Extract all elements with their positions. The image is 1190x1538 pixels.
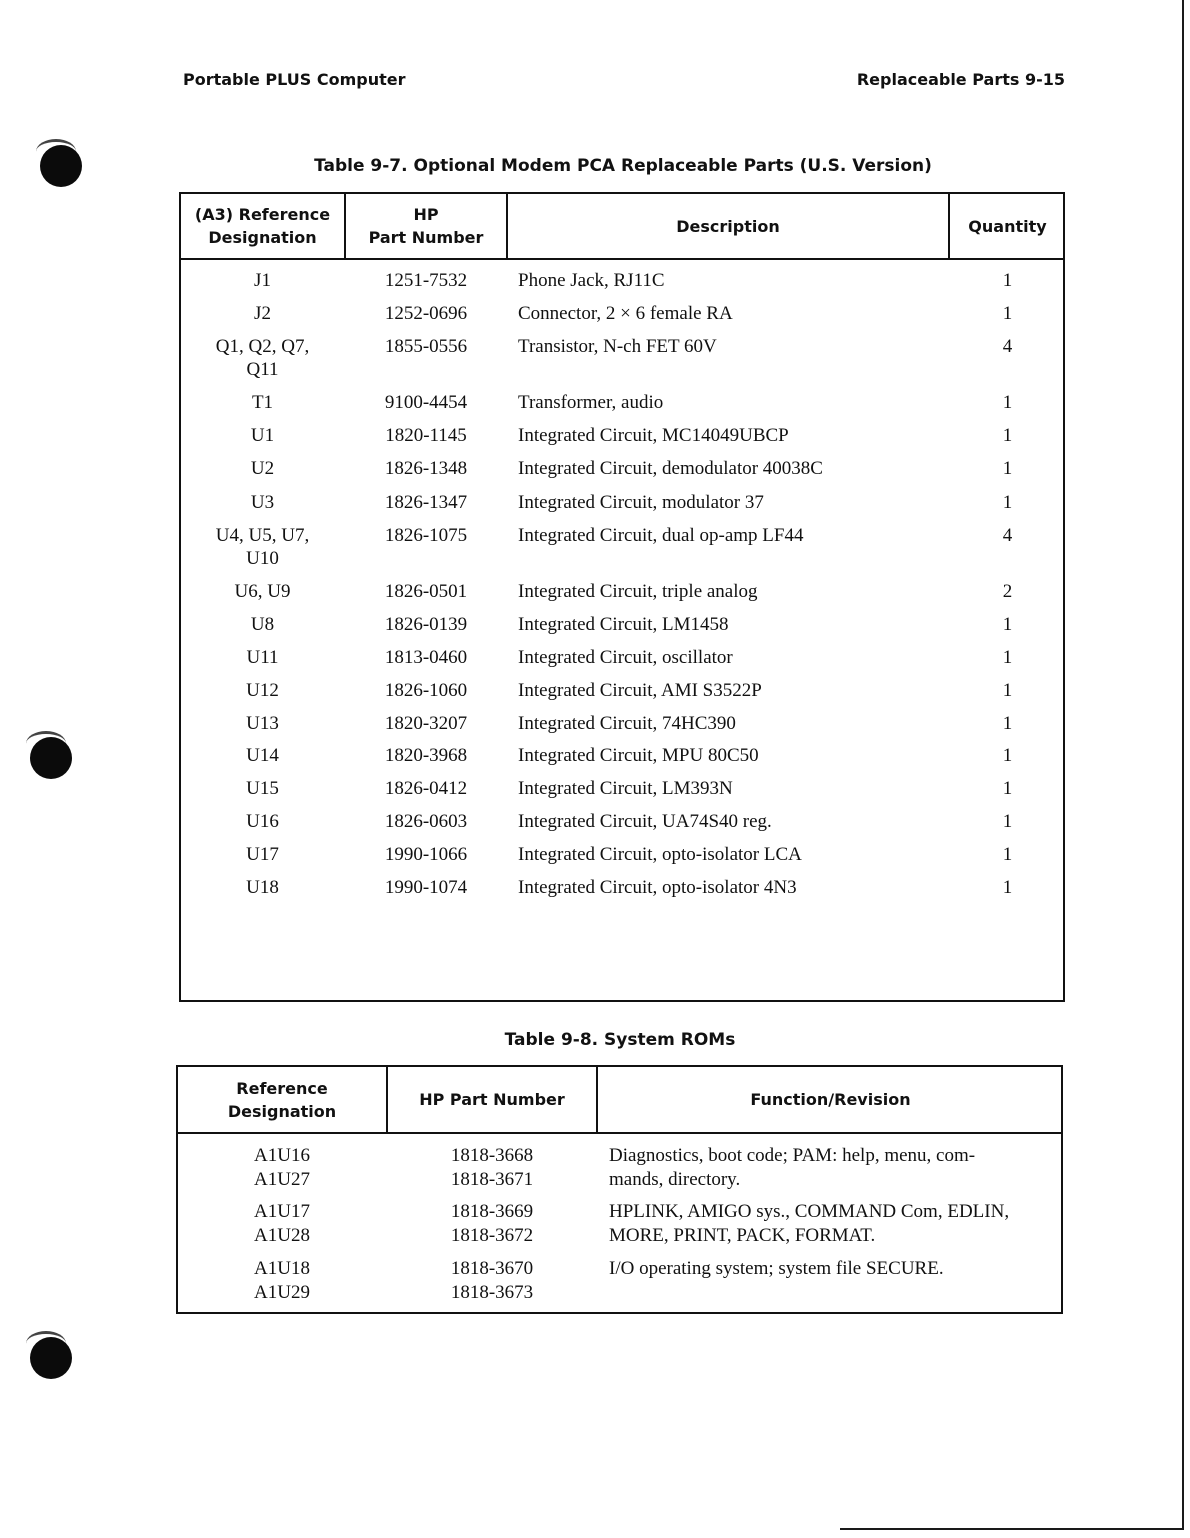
function-revision-cont: MORE, PRINT, PACK, FORMAT. xyxy=(609,1225,876,1246)
function-revision: Diagnostics, boot code; PAM: help, menu, com- xyxy=(609,1145,976,1166)
reference-designation: U18 xyxy=(246,877,279,898)
system-roms-table xyxy=(176,1065,1063,1314)
part-number: 1826-1075 xyxy=(384,525,468,546)
reference-designation-cont: Q11 xyxy=(246,359,279,380)
reference-designation: Q1, Q2, Q7, xyxy=(215,336,310,357)
running-header-right: Replaceable Parts 9-15 xyxy=(856,70,1065,89)
quantity: 1 xyxy=(1002,647,1013,668)
table-9-7-caption: Table 9-7. Optional Modem PCA Replaceable Parts (U.S. Version) xyxy=(314,156,932,176)
quantity: 2 xyxy=(1002,581,1013,602)
column-header-quantity: Quantity xyxy=(968,216,1047,236)
reference-designation: J2 xyxy=(254,303,271,324)
part-number: 1826-0501 xyxy=(384,581,468,602)
running-header-left: Portable PLUS Computer xyxy=(183,70,406,89)
reference-designation-cont: U10 xyxy=(246,548,279,569)
part-number: 1820-3207 xyxy=(384,713,468,734)
reference-designation: A1U17 xyxy=(254,1201,310,1222)
part-number: 1990-1074 xyxy=(384,877,468,898)
quantity: 1 xyxy=(1002,877,1013,898)
part-number: 1252-0696 xyxy=(384,303,468,324)
reference-designation: U6, U9 xyxy=(234,581,291,602)
quantity: 1 xyxy=(1002,713,1013,734)
quantity: 1 xyxy=(1002,458,1013,479)
reference-designation: U12 xyxy=(246,680,279,701)
description: Integrated Circuit, demodulator 40038C xyxy=(518,458,823,479)
reference-designation: U1 xyxy=(250,425,275,446)
quantity: 1 xyxy=(1002,270,1013,291)
binder-hole-top xyxy=(40,145,82,187)
header-rule xyxy=(178,1132,1061,1134)
reference-designation: U8 xyxy=(250,614,275,635)
description: Integrated Circuit, MC14049UBCP xyxy=(518,425,789,446)
reference-designation: T1 xyxy=(251,392,274,413)
quantity: 1 xyxy=(1002,745,1013,766)
part-number: 1820-3968 xyxy=(384,745,468,766)
reference-designation: U11 xyxy=(246,647,279,668)
reference-designation: U2 xyxy=(250,458,275,479)
column-header-part-line1: HP xyxy=(413,205,439,224)
description: Integrated Circuit, oscillator xyxy=(518,647,733,668)
reference-designation: J1 xyxy=(254,270,271,291)
column-header-part-number xyxy=(346,194,506,258)
reference-designation: U14 xyxy=(246,745,279,766)
column-header-description: Description xyxy=(676,216,780,236)
description: Transformer, audio xyxy=(518,392,664,413)
page-edge-bottom xyxy=(840,1528,1184,1530)
reference-designation: A1U28 xyxy=(254,1225,310,1246)
column-header-part-number: HP Part Number xyxy=(419,1090,565,1109)
reference-designation: U3 xyxy=(250,492,275,513)
part-number: 1818-3669 xyxy=(450,1201,534,1222)
part-number: 1818-3670 xyxy=(450,1258,534,1279)
description: Integrated Circuit, opto-isolator 4N3 xyxy=(518,877,797,898)
quantity: 1 xyxy=(1002,425,1013,446)
quantity: 1 xyxy=(1002,844,1013,865)
column-header-reference xyxy=(181,194,344,258)
part-number: 1818-3671 xyxy=(450,1169,534,1190)
part-number: 1251-7532 xyxy=(384,270,468,291)
part-number: 1855-0556 xyxy=(384,336,468,357)
part-number: 1818-3672 xyxy=(450,1225,534,1246)
reference-designation: U16 xyxy=(246,811,279,832)
column-header-part-line2: Part Number xyxy=(368,228,484,247)
column-header-reference-line1: Reference xyxy=(236,1078,328,1098)
column-header-reference-line2: Designation xyxy=(227,1101,337,1121)
description: Integrated Circuit, 74HC390 xyxy=(518,713,736,734)
binder-hole-middle xyxy=(30,737,72,779)
reference-designation: U4, U5, U7, xyxy=(215,525,310,546)
part-number: 1826-0603 xyxy=(384,811,468,832)
description: Integrated Circuit, modulator 37 xyxy=(518,492,764,513)
page-edge-right xyxy=(1182,0,1184,1528)
quantity: 1 xyxy=(1002,778,1013,799)
description: Integrated Circuit, opto-isolator LCA xyxy=(518,844,802,865)
reference-designation: A1U16 xyxy=(254,1145,310,1166)
description: Transistor, N-ch FET 60V xyxy=(518,336,717,357)
column-header-reference-line2: Designation xyxy=(208,228,317,247)
quantity: 4 xyxy=(1002,525,1013,546)
part-number: 1826-1348 xyxy=(384,458,468,479)
reference-designation: A1U18 xyxy=(254,1258,310,1279)
part-number: 1813-0460 xyxy=(384,647,468,668)
description: Integrated Circuit, LM393N xyxy=(518,778,733,799)
quantity: 4 xyxy=(1002,336,1013,357)
part-number: 9100-4454 xyxy=(384,392,468,413)
description: Integrated Circuit, dual op-amp LF44 xyxy=(518,525,804,546)
quantity: 1 xyxy=(1002,392,1013,413)
quantity: 1 xyxy=(1002,680,1013,701)
part-number: 1818-3673 xyxy=(450,1282,534,1303)
part-number: 1826-1060 xyxy=(384,680,468,701)
table-9-8-caption: Table 9-8. System ROMs xyxy=(504,1030,736,1050)
description: Phone Jack, RJ11C xyxy=(518,270,665,291)
part-number: 1818-3668 xyxy=(450,1145,534,1166)
function-revision-cont: mands, directory. xyxy=(609,1169,741,1190)
description: Integrated Circuit, UA74S40 reg. xyxy=(518,811,772,832)
quantity: 1 xyxy=(1002,614,1013,635)
reference-designation: U15 xyxy=(246,778,279,799)
function-revision: HPLINK, AMIGO sys., COMMAND Com, EDLIN, xyxy=(609,1201,1010,1222)
column-header-reference-line1: (A3) Reference xyxy=(194,205,331,224)
part-number: 1826-0139 xyxy=(384,614,468,635)
reference-designation: U13 xyxy=(246,713,279,734)
function-revision: I/O operating system; system file SECURE. xyxy=(609,1258,944,1279)
binder-hole-bottom xyxy=(30,1337,72,1379)
part-number: 1826-1347 xyxy=(384,492,468,513)
quantity: 1 xyxy=(1002,492,1013,513)
column-header-function: Function/Revision xyxy=(750,1090,911,1109)
description: Connector, 2 × 6 female RA xyxy=(518,303,733,324)
header-rule xyxy=(181,258,1063,260)
reference-designation: A1U27 xyxy=(254,1169,310,1190)
column-header-reference xyxy=(178,1067,386,1132)
part-number: 1820-1145 xyxy=(385,425,467,446)
description: Integrated Circuit, triple analog xyxy=(518,581,758,602)
description: Integrated Circuit, AMI S3522P xyxy=(518,680,762,701)
quantity: 1 xyxy=(1002,811,1013,832)
quantity: 1 xyxy=(1002,303,1013,324)
description: Integrated Circuit, MPU 80C50 xyxy=(518,745,759,766)
reference-designation: A1U29 xyxy=(254,1282,310,1303)
part-number: 1990-1066 xyxy=(384,844,468,865)
description: Integrated Circuit, LM1458 xyxy=(518,614,729,635)
modem-parts-table xyxy=(179,192,1065,1002)
reference-designation: U17 xyxy=(246,844,279,865)
part-number: 1826-0412 xyxy=(384,778,468,799)
